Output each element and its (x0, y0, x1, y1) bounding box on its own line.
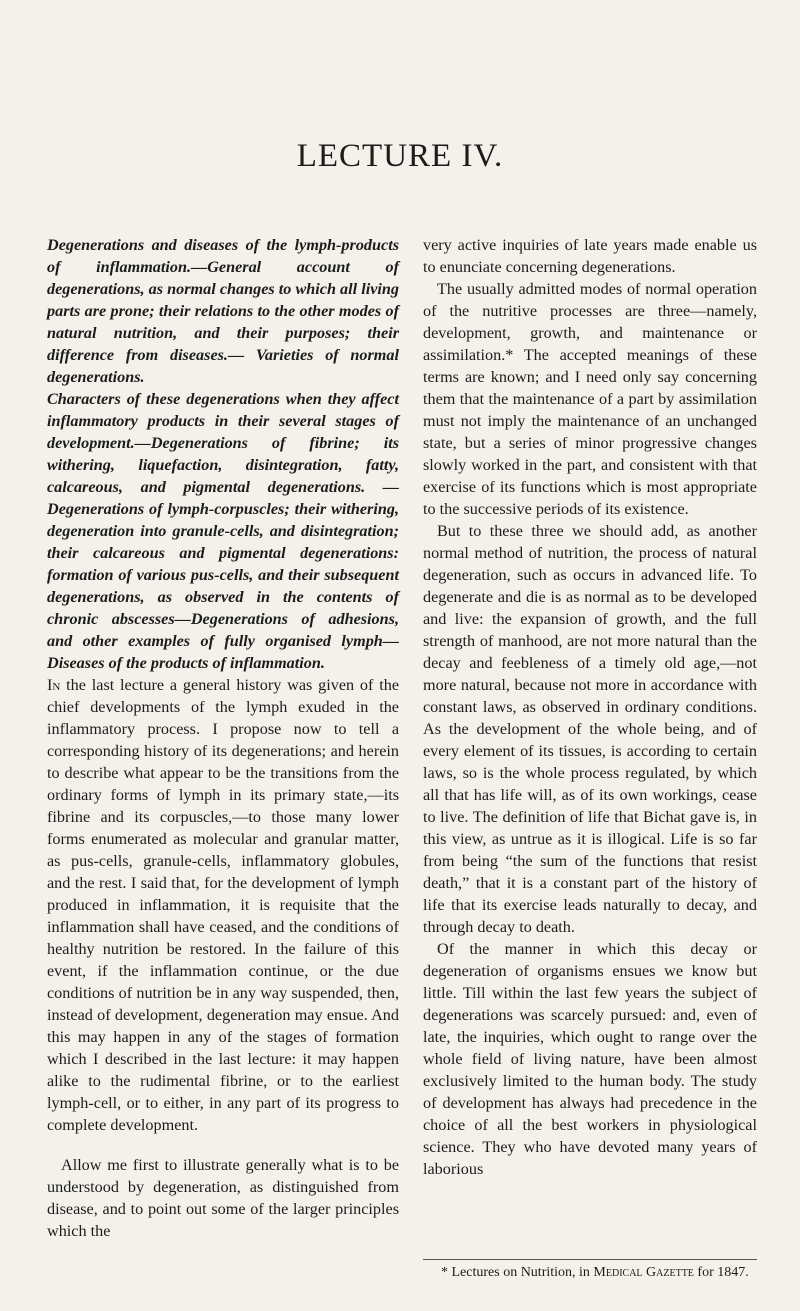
paragraph-gap (47, 1136, 399, 1154)
right-column (423, 234, 757, 1180)
body-paragraph-6: Of the manner in which this decay or degeneration of organisms ensues we know but little. Till within the last few years the subject of degenerations was scarcely pursued: and, even of late, the inquiries, which ought to range over the whole field of living nature, have been almost exclusively limited to the human body. The study of development has always had precedence in the choice of all the best workers in physiological science. They who have devoted many years of laborious (423, 940, 757, 1178)
summary-paragraph-2: Characters of these degenerations when they affect inflammatory products in their several stages of development.—Degenerations of fibrine; its withering, liquefaction, disintegration, fatty, calcareous, and pigmental degenerations. — Degenerations of lymph-corpuscles; their withering, degeneration into granule-cells, and disintegration; their calcareous and pigmental degenerations: formation of various pus-cells, and their subsequent degenerations, as observed in the contents of chronic abscesses—Degenerations of adhesions, and other examples of fully organised lymph—Diseases of the products of inflammation. (47, 390, 399, 672)
footnote-marker: * (441, 1265, 448, 1280)
body-paragraph-4: The usually admitted modes of normal operation of the nutritive processes are three—namely, development, growth, and maintenance or assimilation.* The accepted meanings of these terms are known; and I need only say concerning them that the maintenance of a part by assimilation must not imply the maintenance of an unchanged state, but a series of minor progressive changes slowly worked in the part, and consistent with that exercise of its functions which is most appropriate to the successive periods of its existence. (423, 280, 757, 518)
lecture-summary (47, 234, 399, 674)
footnote (423, 1264, 757, 1281)
drop-word: In (47, 676, 61, 694)
footnote-text-after: for 1847. (693, 1265, 749, 1280)
body-paragraph-1 (47, 674, 399, 1136)
footnote-divider (423, 1259, 757, 1260)
left-body (47, 674, 399, 1242)
footnote-journal: Medical Gazette (593, 1265, 694, 1280)
lecture-title: LECTURE IV. (296, 138, 504, 174)
footnote-text (423, 1264, 757, 1281)
body-paragraph-5: But to these three we should add, as another normal method of nutrition, the process of natural degeneration, such as occurs in advanced life. To degenerate and die is as normal as to be developed and live: the expansion of growth, and the full strength of manhood, are not more natural than the decay and feebleness of a timely old age,—not more natural, because not more in accordance with constant laws, as observed in ordinary conditions. As the development of the whole being, and of every element of its tissues, is according to certain laws, so is the whole process regulated, by which all that has life will, as of its own workings, cease to live. The definition of life that Bichat gave is, in this view, as untrue as it is illogical. Life is so far from being “the sum of the functions that resist death,” that it is a constant part of the history of life that its exercise leads naturally to decay, and through decay to death. (423, 522, 757, 936)
body-paragraph-2: Allow me first to illustrate generally what is to be understood by degeneration, as distinguished from disease, and to point out some of the larger principles which the (47, 1156, 399, 1240)
footnote-text-before: Lectures on Nutrition, in (448, 1265, 594, 1280)
summary-paragraph-1: Degenerations and diseases of the lymph-products of inflammation.—General account of degenerations, as normal changes to which all living parts are prone; their relations to the other modes of natural nutrition, and their purposes; their difference from diseases.— Varieties of normal degenerations. (47, 236, 399, 386)
body-paragraph-1-text: the last lecture a general history was given of the chief developments of the lymph exuded in the inflammatory process. I propose now to tell a corresponding history of its degenerations; and herein to describe what appear to be the transitions from the ordinary forms of lymph in its primary state,—its fibrine and its corpuscles,—to those many lower forms enumerated as molecular and granular matter, as pus-cells, granule-cells, inflammatory globules, and the rest. I said that, for the development of lymph produced in inflammation, it is requisite that the inflammation shall have ceased, and the conditions of healthy nutrition be restored. In the failure of this event, if the inflammation continue, or the due conditions of nutrition be in any way suspended, then, instead of development, degeneration may ensue. And this may happen in any of the stages of formation which I described in the last lecture: it may happen alike to the rudimental fibrine, or to the earliest lymph-cell, or to either, in any part of its progress to complete development. (47, 676, 399, 1134)
left-column (47, 234, 399, 1242)
body-paragraph-3: very active inquiries of late years made enable us to enunciate concerning degenerations. (423, 236, 757, 276)
